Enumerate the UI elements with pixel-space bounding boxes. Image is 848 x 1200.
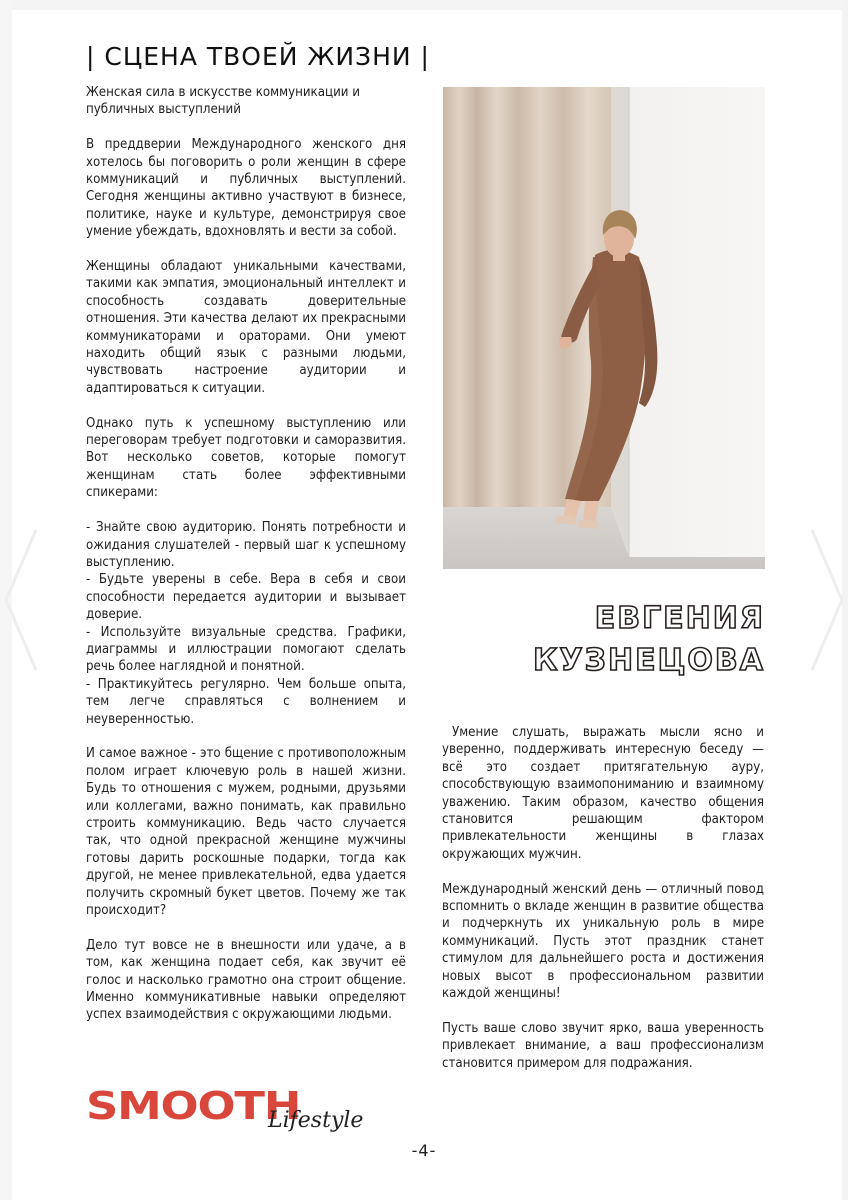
paragraph: Международный женский день — отличный повод вспомнить о вкладе женщин в развитие общества и подчеркнуть их уникальную роль в мире коммуникаций. Пусть этот праздник станет стимулом для дальнейшего роста и достижения новых высот в профессиональном развитии каждой женщины! — [442, 881, 764, 1002]
tip-item: - Используйте визуальные средства. Графики, диаграммы и иллюстрации помогают сделать речь более наглядной и понятной. — [86, 624, 406, 675]
tip-item: - Практикуйтесь регулярно. Чем больше опыта, тем легче справляться с волнением и неуверенностью. — [86, 676, 406, 727]
author-name — [445, 598, 765, 682]
page-top-frame — [0, 0, 848, 10]
woman-portrait-photo — [443, 87, 765, 569]
next-page-chevron-icon[interactable] — [808, 520, 848, 680]
paragraph: Дело тут вовсе не в внешности или удаче, а в том, как женщина подает себя, как звучит её голос и насколько грамотно она строит общение. Именно коммуникативные навыки определяют успех взаимодействия с окружающими людьми. — [86, 937, 406, 1023]
paragraph: И самое важное - это бщение с противоположным полом играет ключевую роль в нашей жизни. Будь то отношения с мужем, родными, друзьями или коллегами, важно понимать, как правильно строить коммуникацию. Ведь часто случается так, что одной прекрасной женщине мужчины готовы дарить роскошные подарки, тогда как другой, не менее привлекательной, едва удается получить скромный букет цветов. Почему же так происходит? — [86, 746, 406, 919]
paragraph: Женщины обладают уникальными качествами, такими как эмпатия, эмоциональный интеллект и способность создавать доверительные отношения. Эти качества делают их прекрасными коммуникаторами и ораторами. Они умеют находить общий язык с разными людьми, чувствовать настроение аудитории и адаптироваться к ситуации. — [86, 259, 406, 396]
author-last-name: КУЗНЕЦОВА — [533, 643, 765, 678]
tip-item: - Будьте уверены в себе. Вера в себя и свои способности передается аудитории и вызывает доверие. — [86, 572, 406, 623]
paragraph: Однако путь к успешному выступлению или переговорам требует подготовки и саморазвития. Вот несколько советов, которые помогут женщинам стать более эффективными спикерами: — [86, 415, 406, 501]
paragraph: Пусть ваше слово звучит ярко, ваша уверенность привлекает внимание, а ваш профессионализм становится примером для подражания. — [442, 1020, 764, 1071]
article-subtitle: Женская сила в искусстве коммуникации и публичных выступлений — [86, 85, 360, 118]
paragraph: В преддверии Международного женского дня хотелось бы поговорить о роли женщин в сфере коммуникаций и публичных выступлений. Сегодня женщины активно участвуют в бизнесе, политике, науке и культуре, демонстрируя свое умение убеждать, вдохновлять и вести за собой. — [86, 137, 406, 240]
page-number: -4- — [411, 1141, 437, 1160]
previous-page-chevron-icon[interactable] — [0, 520, 40, 680]
smooth-lifestyle-logo — [86, 1080, 386, 1138]
logo-sub-text: Lifestyle — [268, 1108, 364, 1133]
paragraph: Умение слушать, выражать мысли ясно и уверенно, поддерживать интересную беседу — всё это создает притягательную ауру, способствующую взаимопониманию и взаимному уважению. Таким образом, качество общения становится решающим фактором привлекательности женщины в глазах окружающих мужчин. — [442, 725, 764, 862]
left-article-column — [86, 84, 406, 1041]
page-title: | СЦЕНА ТВОЕЙ ЖИЗНИ | — [86, 42, 430, 71]
right-article-column — [442, 724, 764, 1089]
author-first-name: ЕВГЕНИЯ — [594, 601, 765, 636]
logo-main-text: SMOOTH — [86, 1084, 301, 1128]
tip-item: - Знайте свою аудиторию. Понять потребности и ожидания слушателей - первый шаг к успешному выступлению. — [86, 520, 406, 570]
